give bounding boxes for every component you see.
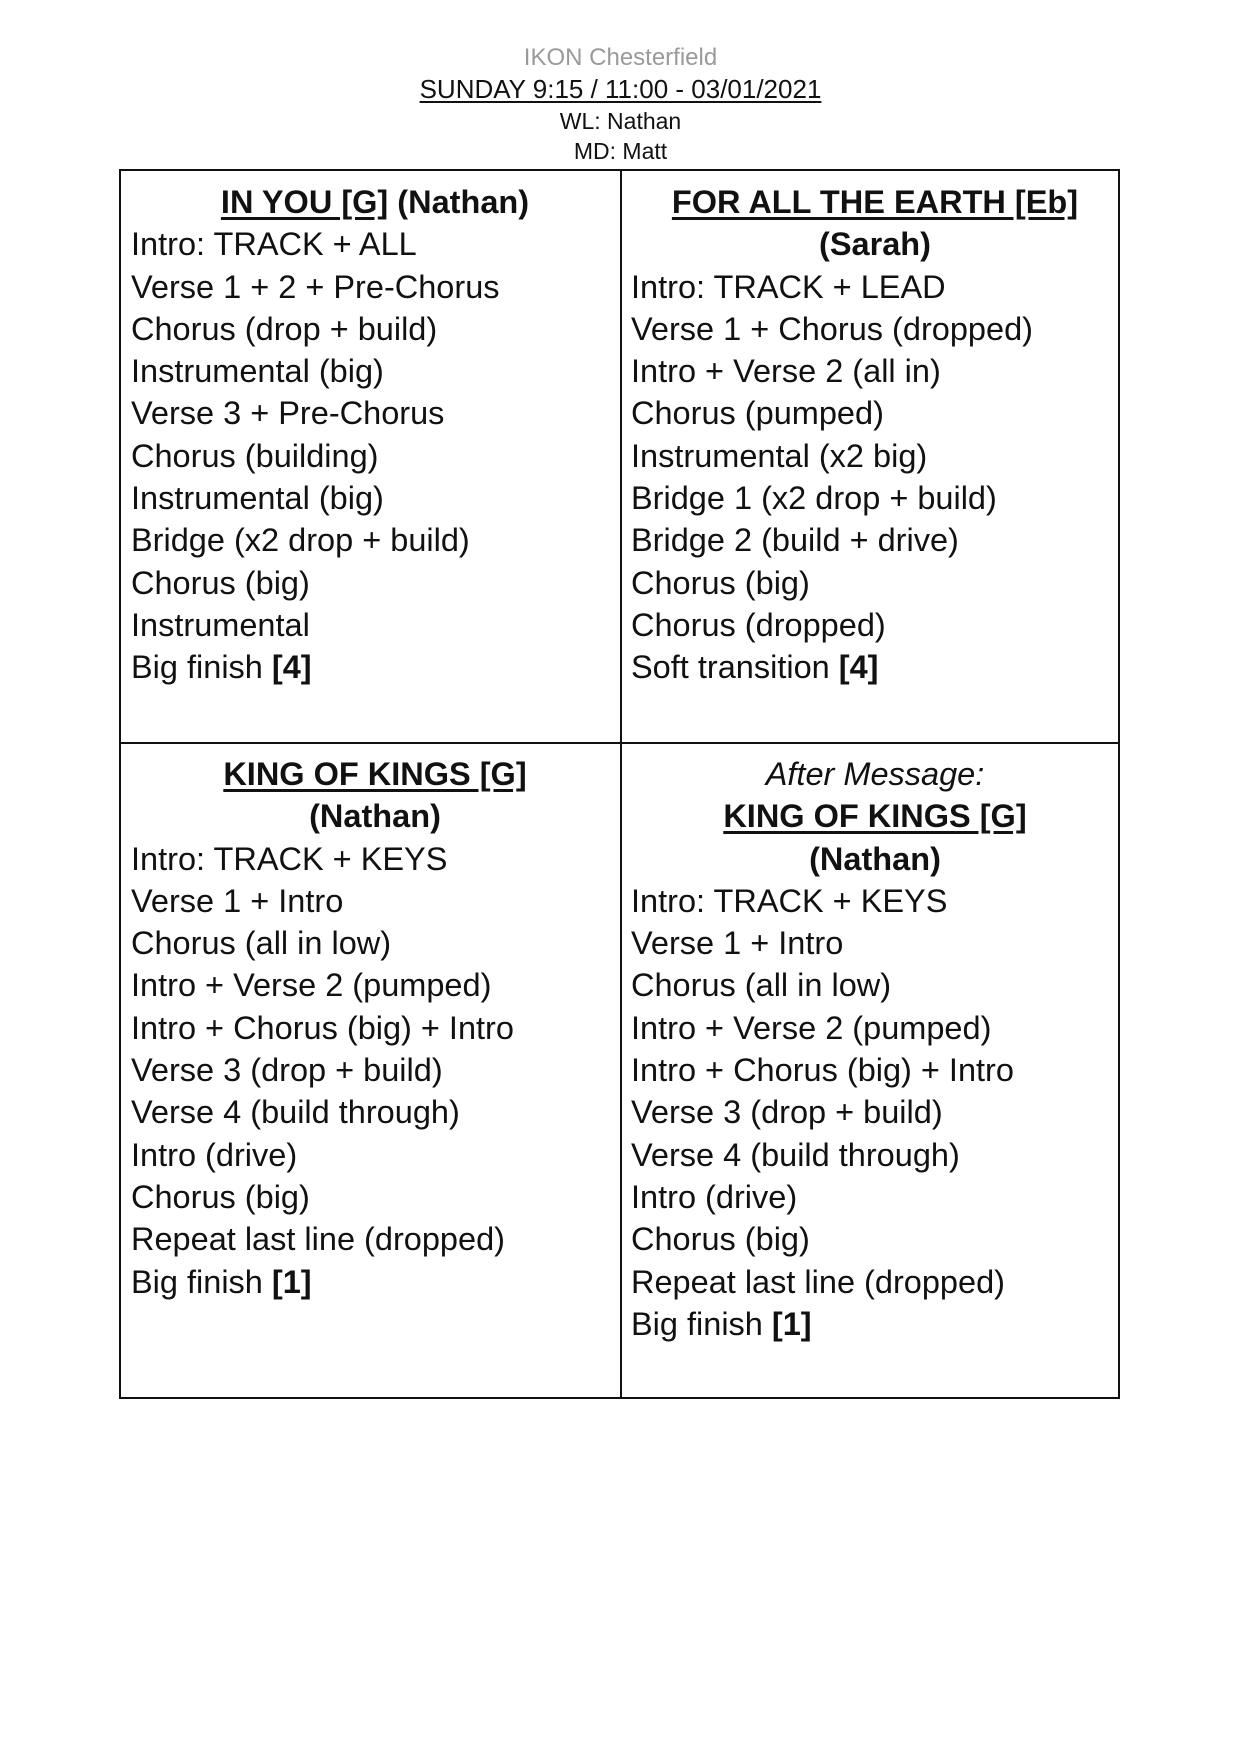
grid-divider-vertical	[620, 171, 622, 1397]
arrangement-line: Bridge 2 (build + drive)	[631, 522, 959, 559]
song-title: KING OF KINGS [G]	[223, 756, 527, 792]
arrangement-line: Chorus (big)	[631, 1221, 810, 1258]
arrangement-line: Chorus (big)	[631, 564, 810, 601]
finish-line	[131, 1261, 619, 1303]
arrangement-line: Chorus (all in low)	[631, 967, 892, 1004]
arrangement-line: Intro + Verse 2 (pumped)	[131, 967, 492, 1004]
service-time-date: SUNDAY 9:15 / 11:00 - 03/01/2021	[419, 74, 822, 104]
finish-count: [1]	[771, 1305, 812, 1342]
song-title-line	[131, 181, 619, 223]
finish-line	[131, 646, 619, 688]
finish-count: [4]	[271, 649, 312, 686]
arrangement-line: Verse 1 + Intro	[131, 882, 344, 919]
finish-label: Soft transition	[631, 649, 839, 686]
setlist-grid	[119, 169, 1120, 1399]
arrangement-line: Intro (drive)	[631, 1178, 798, 1215]
arrangement-line: Verse 1 + Chorus (dropped)	[631, 310, 1033, 347]
arrangement-line: Intro + Chorus (big) + Intro	[631, 1052, 1014, 1089]
finish-label: Big finish	[131, 1263, 272, 1300]
document-header	[0, 44, 1241, 166]
song-title: FOR ALL THE EARTH [Eb]	[671, 184, 1079, 220]
arrangement-line: Chorus (big)	[131, 1178, 310, 1215]
song-cell-4	[631, 753, 1119, 1345]
arrangement-line: Intro + Verse 2 (pumped)	[631, 1009, 992, 1046]
organization-name: IKON Chesterfield	[523, 44, 718, 71]
song-singer: (Nathan)	[388, 184, 530, 220]
arrangement-line: Intro + Chorus (big) + Intro	[131, 1009, 514, 1046]
arrangement-line: Instrumental (big)	[131, 353, 384, 390]
arrangement-line: Verse 3 + Pre-Chorus	[131, 395, 445, 432]
song-cell-1	[131, 181, 619, 689]
song-title: KING OF KINGS [G]	[723, 798, 1027, 835]
song-title-line	[131, 753, 619, 795]
arrangement-line: Repeat last line (dropped)	[131, 1221, 505, 1258]
after-message-label: After Message:	[765, 756, 985, 792]
arrangement-line: Verse 4 (build through)	[131, 1094, 460, 1131]
finish-label: Big finish	[631, 1305, 772, 1342]
finish-line	[631, 1303, 1119, 1345]
song-cell-2	[631, 181, 1119, 689]
song-cell-3	[131, 753, 619, 1303]
arrangement-line: Chorus (building)	[131, 437, 379, 474]
arrangement-line: Intro + Verse 2 (all in)	[631, 353, 941, 390]
finish-line	[631, 646, 1119, 688]
arrangement-line: Verse 1 + Intro	[631, 925, 844, 962]
music-director: MD: Matt	[573, 138, 668, 164]
worship-leader: WL: Nathan	[559, 108, 682, 134]
song-title: IN YOU [G]	[220, 184, 389, 220]
arrangement-line: Verse 3 (drop + build)	[131, 1052, 443, 1089]
arrangement-line: Bridge (x2 drop + build)	[131, 522, 470, 559]
arrangement-line: Chorus (dropped)	[631, 606, 886, 643]
arrangement-line: Verse 3 (drop + build)	[631, 1094, 943, 1131]
grid-divider-horizontal	[121, 742, 1118, 744]
arrangement-line: Intro: TRACK + KEYS	[131, 840, 448, 877]
arrangement-line: Chorus (pumped)	[631, 395, 884, 432]
arrangement-line: Intro: TRACK + KEYS	[631, 882, 948, 919]
arrangement-line: Intro: TRACK + LEAD	[631, 268, 946, 305]
arrangement-line: Chorus (drop + build)	[131, 310, 438, 347]
song-singer: (Nathan)	[309, 798, 441, 835]
arrangement-line: Chorus (big)	[131, 564, 310, 601]
finish-label: Big finish	[131, 649, 272, 686]
arrangement-line: Bridge 1 (x2 drop + build)	[631, 480, 997, 517]
arrangement-line: Intro (drive)	[131, 1136, 298, 1173]
arrangement-line: Instrumental	[131, 606, 310, 643]
arrangement-line: Chorus (all in low)	[131, 925, 392, 962]
song-title-line	[631, 795, 1119, 837]
arrangement-line: Verse 4 (build through)	[631, 1136, 960, 1173]
finish-count: [1]	[271, 1263, 312, 1300]
song-title-line	[631, 181, 1119, 223]
arrangement-line: Instrumental (x2 big)	[631, 437, 928, 474]
finish-count: [4]	[838, 649, 879, 686]
arrangement-line: Repeat last line (dropped)	[631, 1263, 1005, 1300]
song-singer: (Nathan)	[809, 840, 941, 877]
song-singer: (Sarah)	[819, 226, 931, 263]
arrangement-line: Instrumental (big)	[131, 480, 384, 517]
arrangement-line: Intro: TRACK + ALL	[131, 226, 417, 263]
arrangement-line: Verse 1 + 2 + Pre-Chorus	[131, 268, 500, 305]
